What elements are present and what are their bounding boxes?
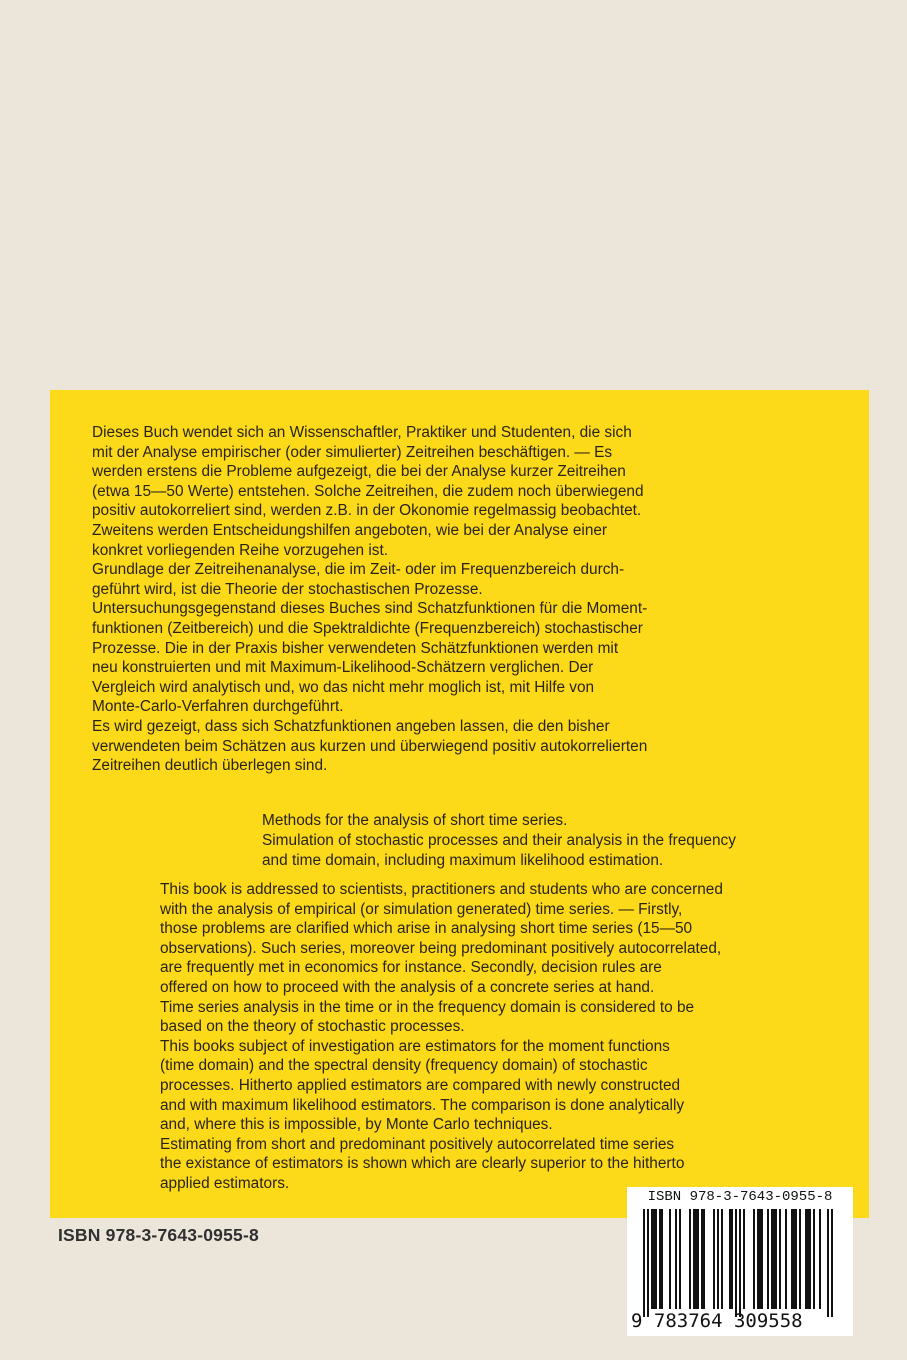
barcode-bar [669, 1209, 671, 1309]
isbn-label: ISBN 978-3-7643-0955-8 [58, 1225, 259, 1245]
english-line: Estimating from short and predominant positively autocorrelated time series [160, 1135, 675, 1153]
barcode-bar [721, 1209, 723, 1309]
german-line: Zeitreihen deutlich überlegen sind. [92, 757, 328, 775]
english-title [262, 811, 832, 871]
barcode-bar [679, 1209, 681, 1309]
german-line: werden erstens die Probleme aufgezeigt, die bei der Analyse kurzer Zeitreihen [92, 463, 626, 481]
english-line: are frequently met in economics for instance. Secondly, decision rules are [160, 959, 662, 977]
barcode-bar [743, 1209, 745, 1309]
barcode-bar [695, 1209, 697, 1309]
barcode [627, 1187, 853, 1336]
german-line: Grundlage der Zeitreihenanalyse, die im Zeit- oder im Frequenzbereich durch- [92, 561, 625, 579]
barcode-bar [785, 1209, 787, 1309]
english-line: This books subject of investigation are estimators for the moment functions [160, 1037, 670, 1055]
barcode-bar [713, 1209, 715, 1309]
english-line: This book is addressed to scientists, practitioners and students who are concerned [160, 881, 723, 898]
barcode-bar [729, 1209, 731, 1309]
english-line: Time series analysis in the time or in the frequency domain is considered to be [160, 998, 695, 1016]
english-line: the existance of estimators is shown which are clearly superior to the hitherto [160, 1155, 685, 1173]
barcode-bar [773, 1209, 775, 1309]
barcode-bar [675, 1209, 677, 1309]
barcode-bar [805, 1209, 807, 1309]
german-line: Vergleich wird analytisch und, wo das nicht mehr moglich ist, mit Hilfe von [92, 678, 595, 696]
barcode-bar [767, 1209, 769, 1309]
barcode-bar [717, 1209, 719, 1309]
german-line: positiv autokorreliert sind, werden z.B. in der Okonomie regelmassig beobachtet. [92, 502, 642, 520]
barcode-bar [689, 1209, 691, 1309]
english-title-line: and time domain, including maximum likelihood estimation. [262, 852, 664, 869]
german-line: Prozesse. Die in der Praxis bisher verwendeten Schätzfunktionen werden mit [92, 639, 619, 657]
english-line: those problems are clarified which arise in analysing short time series (15—50 [160, 920, 693, 938]
barcode-bar [651, 1209, 653, 1309]
barcode-bar [779, 1209, 781, 1309]
german-line: konkret vorliegenden Reihe vorzugehen ist. [92, 541, 389, 559]
english-line: and with maximum likelihood estimators. The comparison is done analytically [160, 1096, 685, 1114]
german-line: Monte-Carlo-Verfahren durchgeführt. [92, 698, 344, 716]
barcode-bar [827, 1209, 829, 1317]
barcode-bar [693, 1209, 695, 1309]
english-title-line: Simulation of stochastic processes and their analysis in the frequency [262, 832, 736, 849]
german-line: funktionen (Zeitbereich) und die Spektraldichte (Frequenzbereich) stochastischer [92, 619, 643, 637]
barcode-bar [759, 1209, 761, 1309]
german-line: Untersuchungsgegenstand dieses Buches sind Schatzfunktionen für die Moment- [92, 600, 648, 618]
barcode-bar [793, 1209, 795, 1309]
barcode-isbn-header: ISBN 978-3-7643-0955-8 [647, 1189, 833, 1205]
barcode-bar [653, 1209, 655, 1309]
barcode-bar [661, 1209, 663, 1309]
english-line: processes. Hitherto applied estimators are compared with newly constructed [160, 1076, 681, 1094]
barcode-bar [739, 1209, 741, 1317]
barcode-bar [701, 1209, 703, 1309]
german-line: verwendeten beim Schätzen aus kurzen und überwiegend positiv autokorrelierten [92, 737, 648, 755]
barcode-bar [647, 1209, 649, 1317]
german-line: mit der Analyse empirischer (oder simulierter) Zeitreihen beschäftigen. — Es [92, 443, 613, 461]
barcode-bar [697, 1209, 699, 1309]
german-line: Es wird gezeigt, dass sich Schatzfunktionen angeben lassen, die den bisher [92, 717, 610, 735]
german-line: Dieses Buch wendet sich an Wissenschaftler, Praktiker und Studenten, die sich [92, 424, 632, 441]
english-line: offered on how to proceed with the analysis of a concrete series at hand. [160, 978, 655, 996]
barcode-bar [809, 1209, 811, 1309]
barcode-bar [761, 1209, 763, 1309]
barcode-bar [753, 1209, 755, 1309]
english-line: based on the theory of stochastic processes. [160, 1018, 465, 1036]
barcode-bar [659, 1209, 661, 1309]
german-line: neu konstruierten und mit Maximum-Likelihood-Schätzern verglichen. Der [92, 659, 594, 677]
german-line: geführt wird, ist die Theorie der stochastischen Prozesse. [92, 580, 483, 598]
barcode-bar [799, 1209, 801, 1309]
english-title-line: Methods for the analysis of short time series. [262, 812, 568, 829]
english-line: applied estimators. [160, 1174, 290, 1192]
english-line: and, where this is impossible, by Monte Carlo techniques. [160, 1116, 553, 1134]
barcode-bar [735, 1209, 737, 1317]
barcode-bar [757, 1209, 759, 1309]
german-blurb [92, 423, 772, 776]
barcode-bar [775, 1209, 777, 1309]
barcode-bar [791, 1209, 793, 1309]
barcode-bar [655, 1209, 657, 1309]
blurb-panel [50, 390, 869, 1218]
barcode-bar [819, 1209, 821, 1309]
barcode-bar [643, 1209, 645, 1317]
barcode-bar [807, 1209, 809, 1309]
barcode-bar [813, 1209, 815, 1309]
english-line: (time domain) and the spectral density (frequency domain) of stochastic [160, 1057, 648, 1075]
barcode-bar [771, 1209, 773, 1309]
english-line: with the analysis of empirical (or simulation generated) time series. — Firstly, [160, 900, 683, 918]
barcode-bar [831, 1209, 833, 1317]
barcode-bar [703, 1209, 705, 1309]
barcode-bar [731, 1209, 733, 1309]
english-blurb [160, 880, 840, 1194]
german-line: Zweitens werden Entscheidungshilfen angeboten, wie bei der Analyse einer [92, 521, 608, 539]
barcode-digits: 9 783764 309558 [631, 1310, 803, 1332]
barcode-bar [795, 1209, 797, 1309]
english-line: observations). Such series, moreover being predominant positively autocorrelated, [160, 939, 722, 957]
german-line: (etwa 15—50 Werte) entstehen. Solche Zeitreihen, die zudem noch überwiegend [92, 482, 644, 500]
